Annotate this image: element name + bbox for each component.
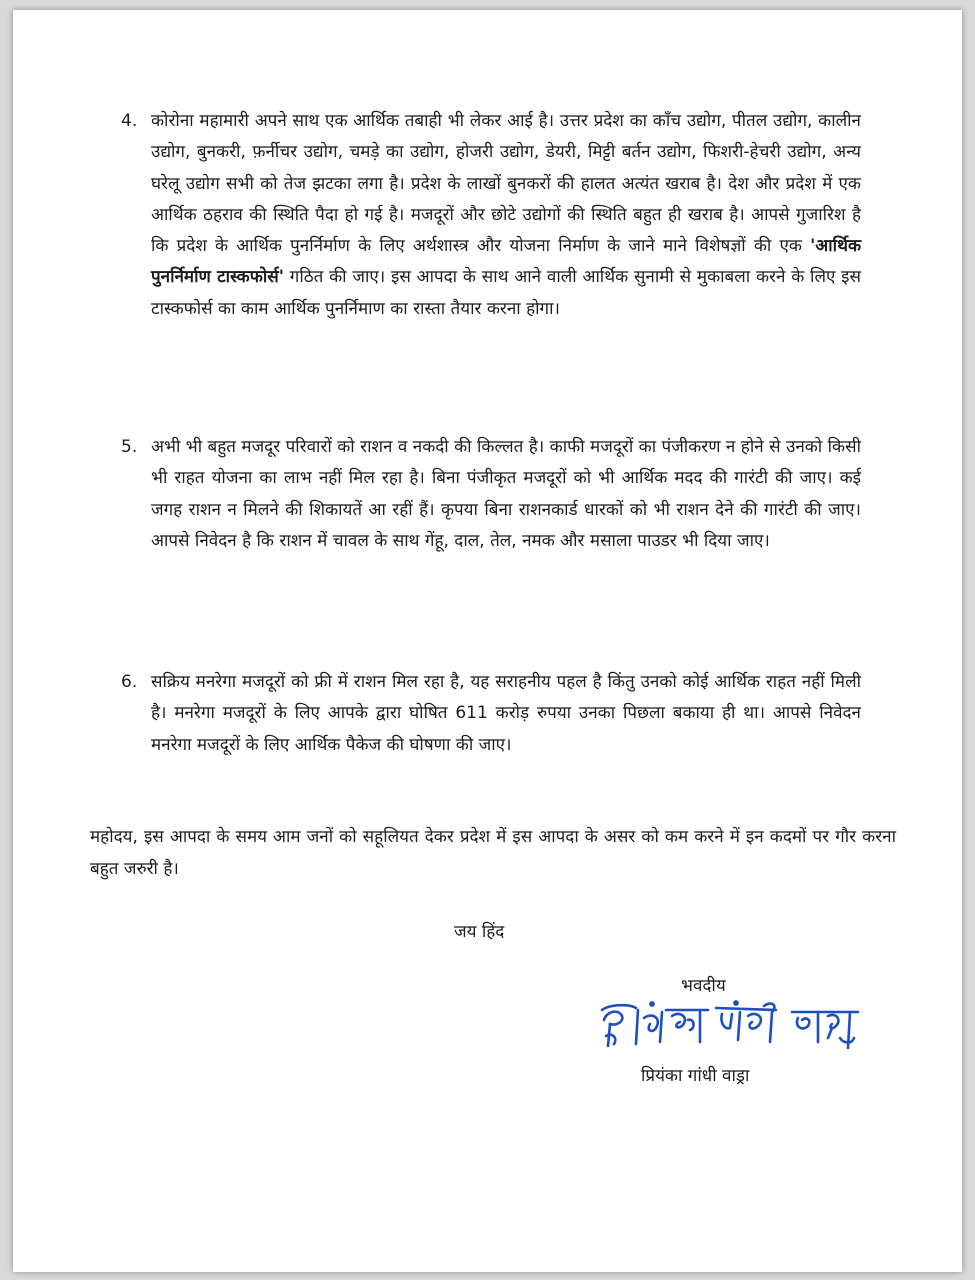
point-text-part: कोरोना महामारी अपने साथ एक आर्थिक तबाही भी लेकर आई है। उत्तर प्रदेश का काँच उद्योग, पीतल उद्योग, कालीन उद्योग, बुनकरी, फ़र्नीचर उद्योग, चमड़े का उद्योग, होजरी उद्योग, डेयरी, मिट्टी बर्तन उद्योग, फिशरी-हेचरी उद्योग, अन्य घरेलू उद्योग सभी को तेज झटका लगा है। प्रदेश के लाखों बुनकरों की हालत अत्यंत खराब है। देश और प्रदेश में एक आर्थिक ठहराव की स्थिति पैदा हो गई है। मजदूरों और छोटे उद्योगों की स्थिति बहुत ही खराब है। आपसे गुजारिश है कि प्रदेश के आर्थिक पुनर्निर्माण के लिए अर्थशास्त्र और योजना निर्माण के जाने माने विशेषज्ञों की एक [151, 111, 861, 257]
point-6 [121, 667, 861, 761]
salutation: जय हिंद [454, 922, 505, 942]
letter-page [13, 10, 962, 1272]
point-4 [121, 106, 861, 325]
point-number: 6. [121, 672, 138, 692]
point-number: 4. [121, 111, 138, 131]
point-text: सक्रिय मनरेगा मजदूरों को फ्री में राशन मिल रहा है, यह सराहनीय पहल है किंतु उनको कोई आर्थिक राहत नहीं मिली है। मनरेगा मजदूरों के लिए आपके द्वारा घोषित 611 करोड़ रुपया उनका पिछला बकाया ही था। आपसे निवेदन मनरेगा मजदूरों के लिए आर्थिक पैकेज की घोषणा की जाए। [151, 672, 861, 755]
point-number: 5. [121, 437, 138, 457]
signer-name: प्रियंका गांधी वाड्रा [641, 1066, 750, 1086]
yours-truly: भवदीय [681, 976, 726, 996]
point-text: अभी भी बहुत मजदूर परिवारों को राशन व नकदी की किल्लत है। काफी मजदूरों का पंजीकरण न होने से उनको किसी भी राहत योजना का लाभ नहीं मिल रहा है। बिना पंजीकृत मजदूरों को भी आर्थिक मदद की गारंटी की जाए। कई जगह राशन न मिलने की शिकायतें आ रहीं हैं। कृपया बिना राशनकार्ड धारकों को भी राशन देने की गारंटी की जाए। आपसे निवेदन है कि राशन में चावल के साथ गेंहू, दाल, तेल, नमक और मसाला पाउडर भी दिया जाए। [151, 437, 861, 551]
taskforce-name: 'आर्थिक पुनर्निर्माण टास्कफोर्स' [151, 236, 861, 288]
signature-image [596, 998, 861, 1058]
point-text [151, 106, 861, 325]
point-5 [121, 432, 861, 557]
point-text-part: गठित की जाए। इस आपदा के साथ आने वाली आर्थिक सुनामी से मुकाबला करने के लिए इस टास्कफोर्स का काम आर्थिक पुनर्निमाण का रास्ता तैयार करना होगा। [151, 267, 861, 319]
closing-paragraph: महोदय, इस आपदा के समय आम जनों को सहूलियत देकर प्रदेश में इस आपदा के असर को कम करने में इन कदमों पर गौर करना बहुत जरुरी है। [90, 827, 896, 879]
